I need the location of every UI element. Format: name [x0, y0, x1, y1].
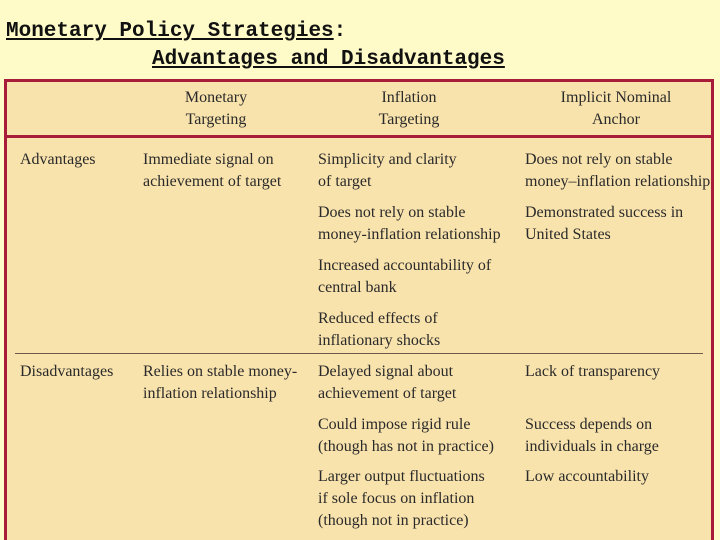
title-colon: : — [333, 20, 347, 43]
adv-anchor-item — [525, 149, 710, 193]
row-label-disadvantages: Disadvantages — [20, 363, 114, 380]
cell-line: Relies on stable money- — [143, 363, 298, 380]
cell-line: achievement of target — [318, 385, 457, 402]
cell-line: Does not rely on stable — [525, 151, 673, 168]
title-line-2 — [152, 48, 505, 71]
cell-line: Delayed signal about — [318, 363, 454, 380]
comparison-table — [4, 79, 714, 540]
cell-line: of target — [318, 173, 372, 190]
cell-line: United States — [525, 226, 611, 243]
cell-line: Simplicity and clarity — [318, 151, 457, 168]
disadv-inflation-item — [318, 414, 494, 458]
cell-line: (though not in practice) — [318, 512, 469, 529]
cell-line: money-inflation relationship — [318, 226, 501, 243]
header-line: Anchor — [592, 111, 640, 128]
header-inflation-targeting — [335, 87, 483, 131]
header-line: Targeting — [185, 111, 247, 128]
title-main: Monetary Policy Strategies — [6, 20, 334, 43]
cell-line: money–inflation relationship — [525, 173, 711, 190]
adv-inflation-item — [318, 202, 501, 246]
disadv-anchor-item — [525, 414, 659, 458]
cell-line: Could impose rigid rule — [318, 416, 471, 433]
adv-anchor-item — [525, 202, 683, 246]
header-monetary-targeting — [157, 87, 275, 131]
disadv-anchor-item — [525, 361, 660, 383]
header-implicit-nominal-anchor — [537, 87, 695, 131]
cell-line: (though has not in practice) — [318, 438, 494, 455]
cell-line: Reduced effects of — [318, 310, 438, 327]
adv-inflation-item — [318, 255, 491, 299]
row-label-advantages: Advantages — [20, 151, 96, 168]
cell-line: Increased accountability of — [318, 257, 492, 274]
cell-line: Larger output fluctuations — [318, 468, 485, 485]
slide-title — [0, 0, 720, 78]
header-line: Implicit Nominal — [560, 89, 672, 106]
header-line: Targeting — [378, 111, 440, 128]
header-line: Monetary — [184, 89, 248, 106]
cell-line: individuals in charge — [525, 438, 659, 455]
cell-line: Demonstrated success in — [525, 204, 684, 221]
disadv-monetary-item — [143, 361, 297, 405]
adv-inflation-item — [318, 308, 440, 352]
adv-monetary-item — [143, 149, 281, 193]
cell-line: inflation relationship — [143, 385, 277, 402]
adv-inflation-item — [318, 149, 457, 193]
cell-line: achievement of target — [143, 173, 282, 190]
header-divider — [7, 135, 711, 138]
cell-line: if sole focus on inflation — [318, 490, 475, 507]
header-line: Inflation — [381, 89, 437, 106]
disadv-anchor-item — [525, 466, 649, 488]
cell-line: Low accountability — [525, 468, 649, 485]
cell-line: central bank — [318, 279, 397, 296]
title-subtitle: Advantages and Disadvantages — [152, 48, 505, 71]
cell-line: Does not rely on stable — [318, 204, 466, 221]
cell-line: Immediate signal on — [143, 151, 274, 168]
cell-line: inflationary shocks — [318, 332, 441, 349]
title-line-1 — [6, 20, 346, 43]
disadv-inflation-item — [318, 361, 456, 405]
cell-line: Success depends on — [525, 416, 653, 433]
cell-line: Lack of transparency — [525, 363, 661, 380]
row-divider — [15, 353, 703, 354]
disadv-inflation-item — [318, 466, 485, 532]
